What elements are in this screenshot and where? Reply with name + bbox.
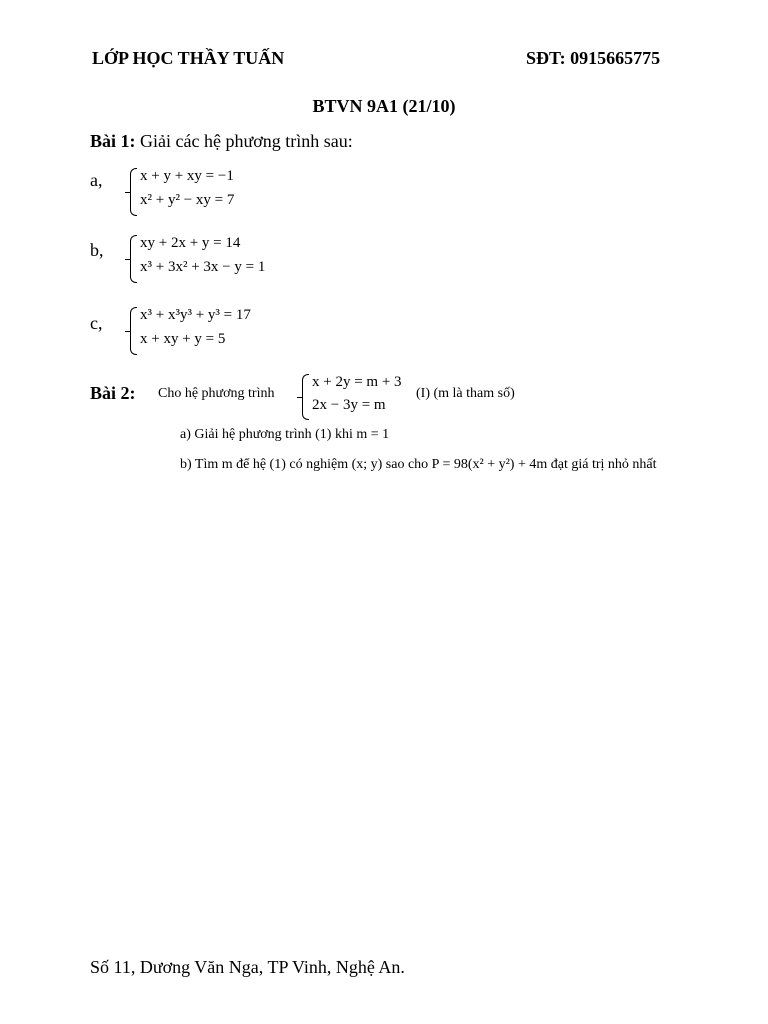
exercise-2-note: (I) (m là tham số) (416, 386, 515, 401)
system-2-eq2: 2x − 3y = m (312, 397, 386, 413)
brace-icon (130, 235, 137, 283)
exercise-2-part-b: b) Tìm m để hệ (1) có nghiệm (x; y) sao cho P = 98(x² + y²) + 4m đạt giá trị nhỏ nhất (180, 457, 657, 472)
part-a-label: a, (90, 170, 103, 190)
system-c (130, 307, 300, 353)
exercise-1-text: Giải các hệ phương trình sau: (140, 131, 353, 151)
exercise-2-label (90, 383, 136, 404)
system-2-eq1: x + 2y = m + 3 (312, 374, 402, 390)
page-title: BTVN 9A1 (21/10) (312, 96, 456, 116)
school-name: LỚP HỌC THẦY TUẤN (92, 48, 285, 68)
brace-icon (130, 307, 137, 355)
system-b (130, 235, 300, 281)
brace-icon (302, 374, 309, 420)
footer-address: Số 11, Dương Văn Nga, TP Vinh, Nghệ An. (90, 957, 405, 977)
part-b-label: b, (90, 240, 104, 260)
exercise-1-heading (90, 131, 353, 152)
system-a-eq2: x² + y² − xy = 7 (140, 192, 235, 208)
system-2 (302, 374, 412, 418)
system-c-eq1: x³ + x³y³ + y³ = 17 (140, 307, 251, 323)
brace-icon (130, 168, 137, 216)
system-b-eq1: xy + 2x + y = 14 (140, 235, 241, 251)
phone-number: SĐT: 0915665775 (526, 48, 661, 68)
part-c-label: c, (90, 313, 103, 333)
exercise-2-label-text: Bài 2: (90, 383, 136, 403)
system-b-eq2: x³ + 3x² + 3x − y = 1 (140, 259, 266, 275)
system-a-eq1: x + y + xy = −1 (140, 168, 234, 184)
system-c-eq2: x + xy + y = 5 (140, 331, 226, 347)
exercise-1-label: Bài 1: (90, 131, 136, 151)
exercise-2-part-a: a) Giải hệ phương trình (1) khi m = 1 (180, 427, 390, 442)
system-a (130, 168, 290, 214)
exercise-2-intro: Cho hệ phương trình (158, 386, 275, 401)
